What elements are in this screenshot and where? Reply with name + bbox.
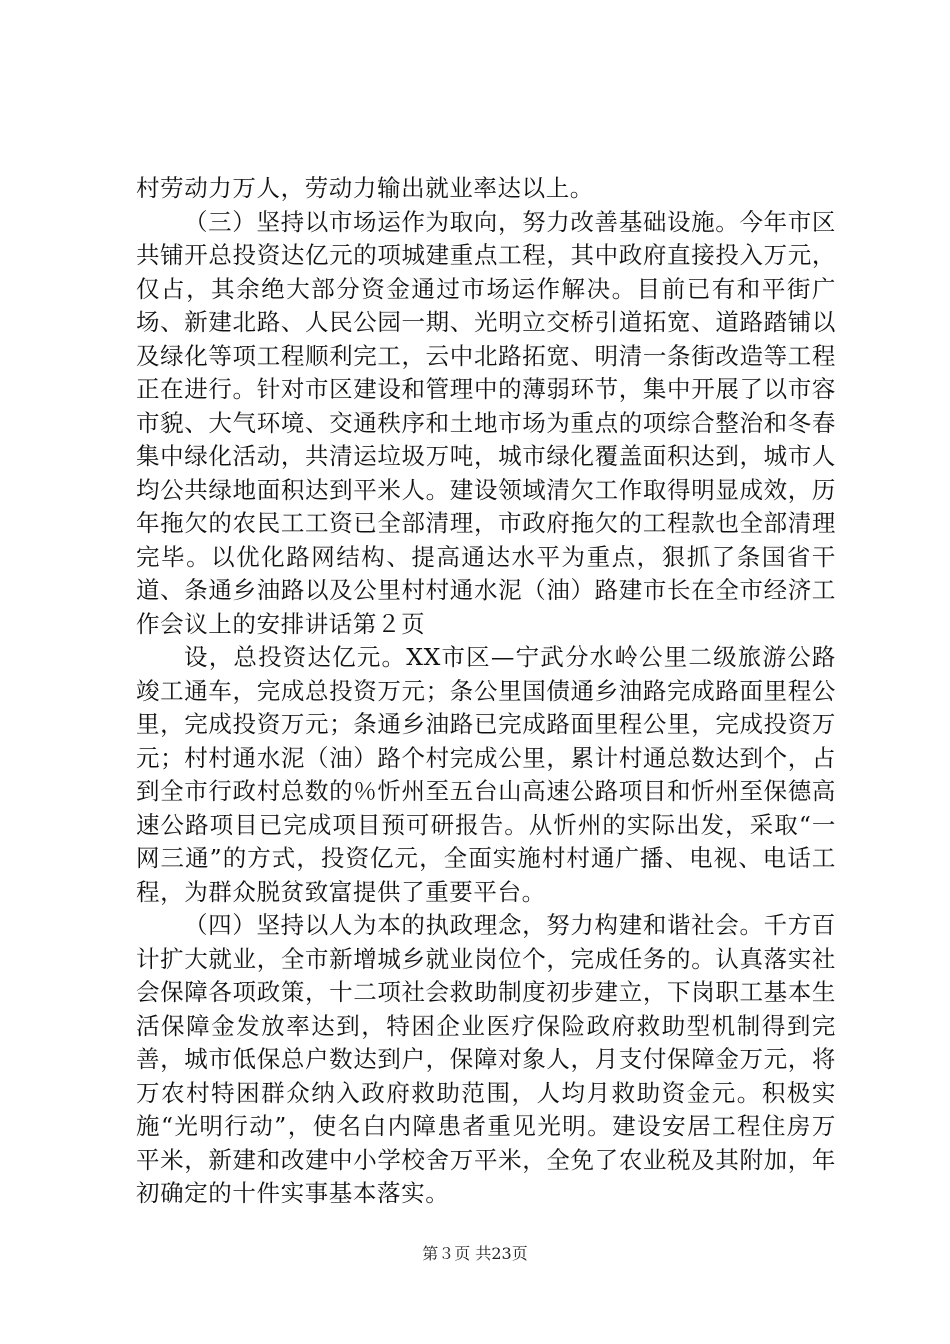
document-body	[136, 172, 836, 1211]
page-footer: 第３页 共23页	[422, 1244, 528, 1263]
paragraph-infrastructure: （三）坚持以市场运作为取向，努力改善基础设施。今年市区共铺开总投资达亿元的项城建重点工程，其中政府直接投入万元，仅占，其余绝大部分资金通过市场运作解决。目前已有和平街广场、新建北路、人民公园一期、光明立交桥引道拓宽、道路踏铺以及绿化等项工程顺利完工，云中北路拓宽、明清一条街改造等工程正在进行。针对市区建设和管理中的薄弱环节，集中开展了以市容市貌、大气环境、交通秩序和土地市场为重点的项综合整治和冬春集中绿化活动，共清运垃圾万吨，城市绿化覆盖面积达到，城市人均公共绿地面积达到平米人。建设领域清欠工作取得明显成效，历年拖欠的农民工工资已全部清理，市政府拖欠的工程款也全部清理完毕。以优化路网结构、提高通达水平为重点，狠抓了条国省干道、条通乡油路以及公里村村通水泥（油）路建市长在全市经济工作会议上的安排讲话第２页	[136, 207, 836, 638]
paragraph-investment: 设，总投资达亿元。XX市区—宁武分水岭公里二级旅游公路竣工通车，完成总投资万元；条公里国债通乡油路完成路面里程公里，完成投资万元；条通乡油路已完成路面里程公里，完成投资万元；村村通水泥（油）路个村完成公里，累计村通总数达到个，占到全市行政村总数的％忻州至五台山高速公路项目和忻州至保德高速公路项目已完成项目预可研报告。从忻州的实际出发，采取“一网三通”的方式，投资亿元，全面实施村村通广播、电视、电话工程，为群众脱贫致富提供了重要平台。	[136, 643, 836, 906]
paragraph-harmonious-society: （四）坚持以人为本的执政理念，努力构建和谐社会。千方百计扩大就业，全市新增城乡就业岗位个，完成任务的。认真落实社会保障各项政策，十二项社会救助制度初步建立，下岗职工基本生活保障金发放率达到，特困企业医疗保险政府救助型机制得到完善，城市低保总户数达到户，保障对象人，月支付保障金万元，将万农村特困群众纳入政府救助范围，人均月救助资金元。积极实施“光明行动”，使名白内障患者重见光明。建设安居工程住房万平米，新建和改建中小学校舍万平米，全免了农业税及其附加，年初确定的十件实事基本落实。	[136, 911, 836, 1207]
paragraph-continuation: 村劳动力万人，劳动力输出就业率达以上。	[136, 174, 594, 202]
